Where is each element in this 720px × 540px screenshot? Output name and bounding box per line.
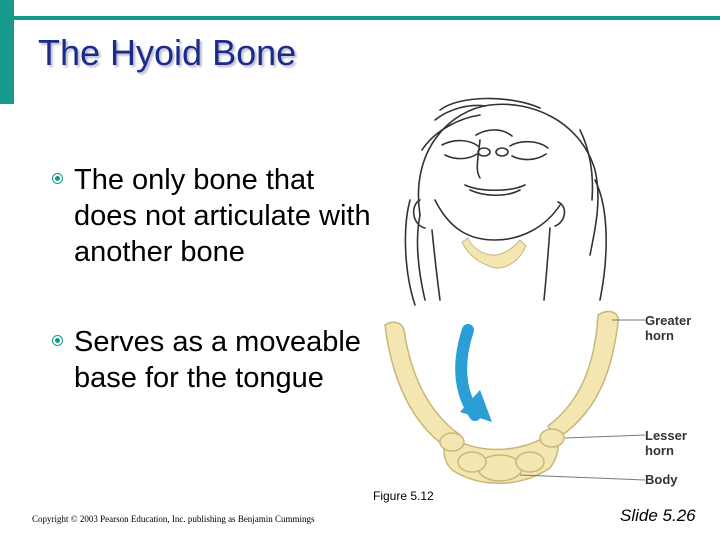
hyoid-bone-large bbox=[385, 311, 618, 483]
bullet-dot-icon bbox=[52, 335, 63, 346]
hyoid-small-icon bbox=[462, 238, 526, 268]
figure-caption: Figure 5.12 bbox=[373, 489, 434, 503]
arrow-down-icon bbox=[460, 330, 492, 422]
bullet-item bbox=[52, 324, 372, 444]
accent-top-line bbox=[14, 16, 720, 20]
bullet-text: Serves as a moveable base for the tongue bbox=[74, 326, 361, 394]
bullet-dot-icon bbox=[52, 173, 63, 184]
accent-vertical-bar bbox=[0, 0, 14, 104]
bullet-item bbox=[52, 162, 372, 282]
label-greater-horn: Greater horn bbox=[645, 313, 692, 343]
slide-title: The Hyoid Bone bbox=[38, 32, 297, 73]
label-body: Body bbox=[645, 472, 678, 487]
copyright-notice: Copyright © 2003 Pearson Education, Inc. publishing as Benjamin Cummings bbox=[32, 514, 315, 524]
slide-number: Slide 5.26 bbox=[620, 506, 696, 525]
bullet-text: The only bone that does not articulate with another bone bbox=[74, 164, 371, 268]
head-illustration bbox=[405, 98, 606, 305]
label-lesser-horn: Lesser horn bbox=[645, 428, 687, 458]
